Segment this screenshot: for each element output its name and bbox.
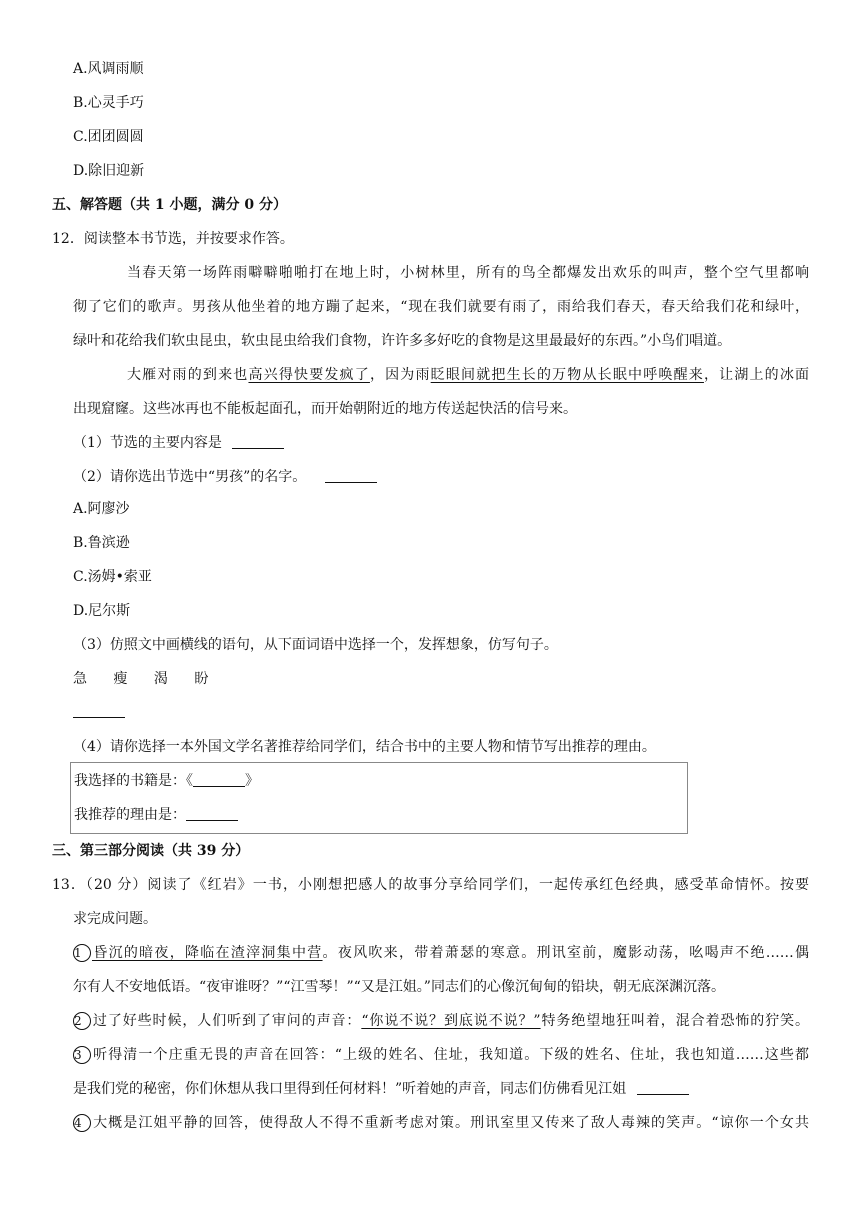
underlined-phrase-1: 高兴得快要发疯了 [248,367,370,383]
passage-text: 。夜风吹来，带着萧瑟的寒意。刑讯室前，魔影动荡，吆喝声不绝……偶 [322,945,810,961]
underlined-phrase: 昏沉的暗夜，降临在渣滓洞集中营 [92,945,323,961]
answer-blank[interactable] [325,468,377,483]
q13-para-3 [73,1045,809,1065]
box-line-reason [74,805,238,825]
q11-option-c: C.团团圆圆 [73,129,144,145]
box-line-book [74,771,259,791]
q12-passage-line: 当春天第一场阵雨噼噼啪啪打在地上时，小树林里，所有的鸟全都爆发出欢乐的叫声，整个空气里都响 [127,265,809,281]
word-option: 急 [73,671,87,687]
underlined-phrase: “你说不说？到底说不说？” [361,1013,541,1029]
passage-text: 大概是江姐平静的回答，使得敌人不得不重新考虑对策。刑讯室里又传来了敌人毒辣的笑声。“谅你一个女共 [92,1115,809,1131]
paragraph-number-1: 1 [73,944,91,962]
passage-text: ，让湖上的冰面 [703,367,810,383]
q11-option-d: D.除旧迎新 [73,163,145,179]
passage-text: 听得清一个庄重无畏的声音在回答：“上级的姓名、住址，我知道。下级的姓名、住址，我也知道……这些都 [92,1047,809,1063]
passage-text: 是我们党的秘密，你们休想从我口里得到任何材料！”听着她的声音，同志们仿佛看见江姐 [73,1081,627,1097]
q13-para-1 [73,943,809,963]
underlined-phrase-2: 眨眼间就把生长的万物从长眠中呼唤醒来 [430,367,704,383]
recommendation-box [70,762,688,834]
q11-option-a: A.风调雨顺 [73,61,144,77]
box-book-label: 我选择的书籍是：《 [74,773,193,789]
q12-sub1 [73,433,284,453]
answer-blank[interactable] [193,772,245,787]
q12-sub2-option-a: A.阿廖沙 [73,501,130,517]
passage-text: 大雁对雨的到来也 [127,367,249,383]
q12-stem: 12．阅读整本书节选，并按要求作答。 [52,231,294,247]
paragraph-number-2: 2 [73,1012,91,1030]
passage-text: 特务绝望地狂叫着，混合着恐怖的狞笑。 [540,1013,810,1029]
q12-sub3: （3）仿照文中画横线的语句，从下面词语中选择一个，发挥想象，仿写句子。 [73,637,558,653]
q12-sub2-option-d: D.尼尔斯 [73,603,131,619]
q13-para-2 [73,1011,809,1031]
word-option: 渴 [153,671,168,687]
q12-passage-line-underlined [127,365,809,385]
q11-option-b: B.心灵手巧 [73,95,144,111]
box-book-close: 》 [245,773,259,789]
box-reason-label: 我推荐的理由是： [74,807,186,823]
passage-text: ，因为雨 [369,367,431,383]
q12-sub2-option-b: B.鲁滨逊 [73,535,130,551]
q12-sub3-words [73,669,208,689]
q12-passage-line: 彻了它们的歌声。男孩从他坐着的地方蹦了起来，“现在我们就要有雨了，雨给我们春天，春天给我们花和绿叶， [73,299,809,315]
q13-stem: 13．（20 分）阅读了《红岩》一书，小刚想把感人的故事分享给同学们，一起传承红色经典，感受革命情怀。按要 [52,877,809,893]
section-5-heading: 五、解答题（共 1 小题，满分 0 分） [52,197,287,213]
q12-sub1-text: （1）节选的主要内容是 [73,435,222,451]
word-option: 瘦 [113,671,128,687]
section-3-heading: 三、第三部分阅读（共 39 分） [52,843,250,859]
q13-para-1-cont: 尔有人不安地低语。“夜审谁呀？”“江雪琴！”“又是江姐。”同志们的心像沉甸甸的铅块，朝无底深渊沉落。 [73,979,725,995]
q13-para-3-cont [73,1079,689,1099]
q12-passage-line: 绿叶和花给我们软虫昆虫，软虫昆虫给我们食物，许许多多好吃的食物是这里最最好的东西。”小鸟们唱道。 [73,333,732,349]
answer-blank[interactable] [232,434,284,449]
answer-blank[interactable] [73,703,125,718]
q12-sub4: （4）请你选择一本外国文学名著推荐给同学们，结合书中的主要人物和情节写出推荐的理由。 [73,739,656,755]
passage-text: 过了好些时候，人们听到了审问的声音： [92,1013,362,1029]
paragraph-number-3: 3 [73,1046,91,1064]
q13-stem-cont: 求完成问题。 [73,911,157,927]
q12-passage-line: 出现窟窿。这些冰再也不能板起面孔，而开始朝附近的地方传送起快活的信号来。 [73,401,577,417]
q12-sub2 [73,467,377,487]
q13-para-4 [73,1113,809,1133]
answer-blank[interactable] [637,1080,689,1095]
word-option: 盼 [194,671,209,687]
q12-sub2-text: （2）请你选出节选中“男孩”的名字。 [73,469,307,485]
answer-blank[interactable] [186,806,238,821]
paragraph-number-4: 4 [73,1114,91,1132]
q12-sub2-option-c: C.汤姆•索亚 [73,569,152,585]
